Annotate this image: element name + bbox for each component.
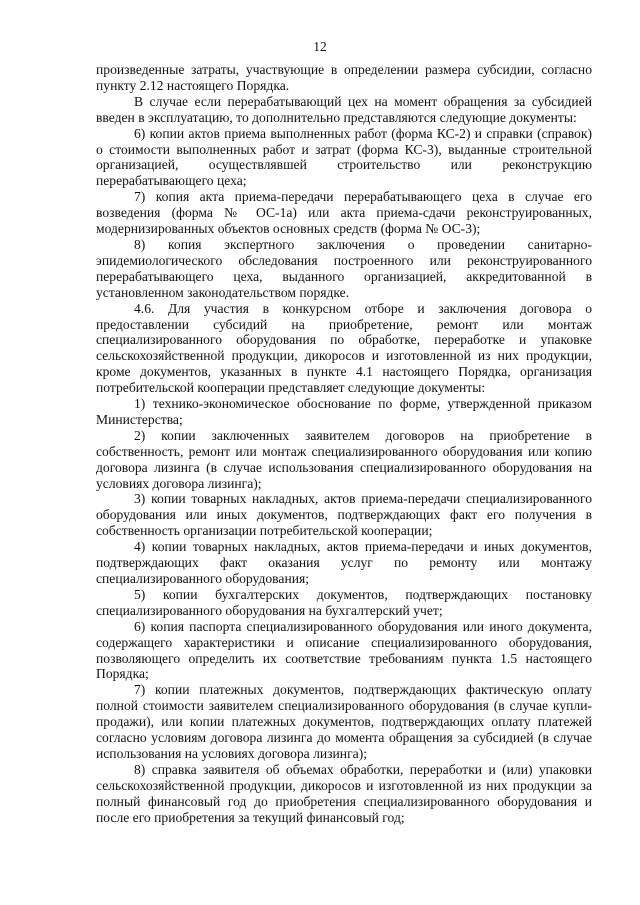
paragraph-list-item-3: 3) копии товарных накладных, актов приема-передачи специализированного оборудования или иных документов, подтверждающих факт его получения в собственность организации потребительской кооперации; (96, 491, 592, 539)
page-number: 12 (313, 39, 327, 54)
document-body (96, 62, 592, 826)
paragraph-item-8-sanitary-expertise: 8) копия экспертного заключения о проведении санитарно-эпидемиологического обследования построенного или реконструированного перерабатывающего цеха, выданного организацией, аккредитованной в установленном законодательством порядке. (96, 236, 592, 300)
paragraph-item-7-os1a-os3: 7) копия акта приема-передачи перерабатывающего цеха в случае его возведения (форма № ОС-1а) или акта приема-сдачи реконструированных, модернизированных объектов основных средств (форма № ОС-3); (96, 189, 592, 237)
paragraph-list-item-6: 6) копия паспорта специализированного оборудования или иного документа, содержащего характеристики и описание специализированного оборудования, позволяющего определить их соответствие требованиям пункта 1.5 настоящего Порядка; (96, 618, 592, 682)
paragraph-item-6-ks2-ks3: 6) копии актов приема выполненных работ (форма КС-2) и справки (справок) о стоимости выполненных работ и затрат (форма КС-3), выданные строительной организацией, осуществлявшей строительство или реконструкцию перерабатывающего цеха; (96, 125, 592, 189)
paragraph-continuation: произведенные затраты, участвующие в определении размера субсидии, согласно пункту 2.12 настоящего Порядка. (96, 62, 592, 93)
paragraph-list-item-1: 1) технико-экономическое обоснование по форме, утвержденной приказом Министерства; (96, 396, 592, 427)
paragraph-workshop-commissioned: В случае если перерабатывающий цех на момент обращения за субсидией введен в эксплуатацию, то дополнительно представляются следующие документы: (96, 93, 592, 125)
paragraph-list-item-7: 7) копии платежных документов, подтверждающих фактическую оплату полной стоимости заявителем специализированного оборудования (в случае купли-продажи), или копии платежных документов, подтверждающих оплату платежей согласно условиям договора лизинга до момента обращения за субсидией (в случае использования на условиях договора лизинга); (96, 682, 592, 761)
paragraph-list-item-4: 4) копии товарных накладных, актов приема-передачи и иных документов, подтверждающих факт оказания услуг по ремонту или монтажу специализированного оборудования; (96, 539, 592, 586)
paragraph-section-4-6: 4.6. Для участия в конкурсном отборе и заключения договора о предоставлении субсидий на приобретение, ремонт или монтаж специализированного оборудования по обработке, переработке и упаковке сельскохозяйственной продукции, дикоросов и изготовленной из них продукции, кроме документов, указанных в пункте 4.1 настоящего Порядка, организация потребительской кооперации представляет следующие документы: (96, 300, 592, 396)
paragraph-list-item-5: 5) копии бухгалтерских документов, подтверждающих постановку специализированного оборудования на бухгалтерский учет; (96, 586, 592, 618)
paragraph-list-item-2: 2) копии заключенных заявителем договоров на приобретение в собственность, ремонт или монтаж специализированного оборудования или копию договора лизинга (в случае использования специализированного оборудования на условиях договора лизинга); (96, 427, 592, 491)
paragraph-list-item-8: 8) справка заявителя об объемах обработки, переработки и (или) упаковки сельскохозяйственной продукции, дикоросов и изготовленной из них продукции за полный финансовый год до приобретения специализированного оборудования и после его приобретения за текущий финансовый год; (96, 761, 592, 825)
